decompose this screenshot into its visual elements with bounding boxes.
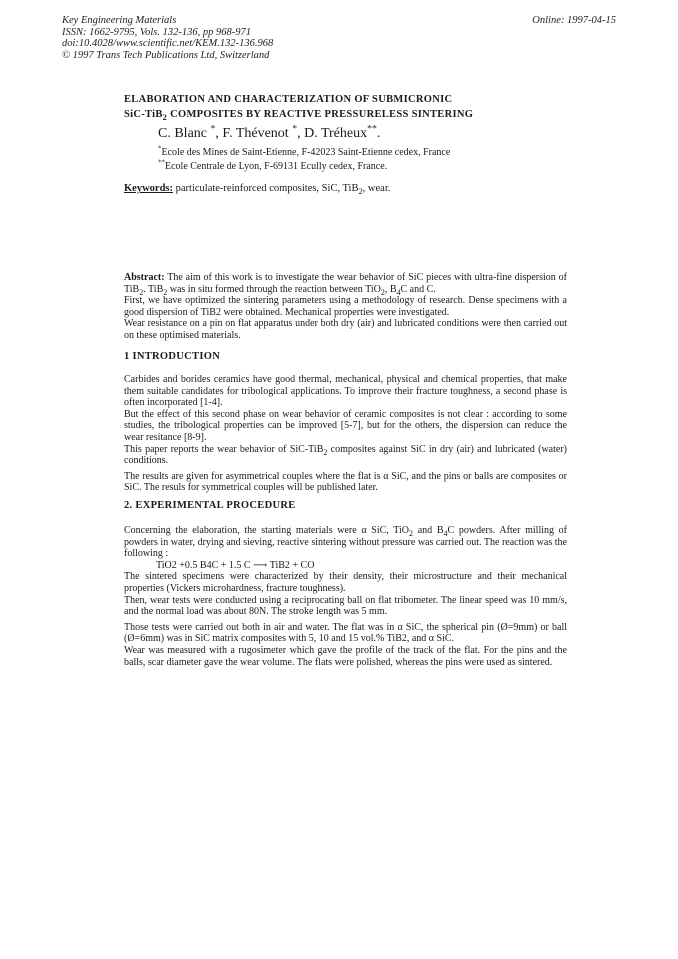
method-para-4: Those tests were carried out both in air and water. The flat was in α SiC, the spherical pin (Ø=9mm) or ball (Ø=6mm) was in SiC matrix composites with 5, 10 and 15 vol.% TiB2, and α SiC. — [124, 621, 567, 645]
intro-para-1: Carbides and borides ceramics have good thermal, mechanical, physical and chemical properties, that make them suitable candidates for tribological applications. To improve their fracture toughness, a second phase is often incorporated [1-4]. — [124, 374, 567, 409]
keywords: Keywords: particulate-reinforced composites, SiC, TiB$_2$, wear. — [124, 183, 391, 197]
section-2-body — [124, 525, 567, 668]
affiliations — [158, 146, 450, 174]
section-1-heading: 1 INTRODUCTION — [124, 351, 221, 362]
journal-header — [62, 15, 273, 61]
method-para-5: Wear was measured with a rugosimeter which gave the profile of the track of the flat. For the pins and the balls, scar diameter gave the wear volume. The flats were polished, whereas the pins were used as sintered. — [124, 644, 567, 668]
abstract-para-1: Abstract: The aim of this work is to investigate the wear behavior of SiC pieces with ultra-fine dispersion of TiB$_2$. TiB$_2$ was in situ formed through the reaction between TiO$_2$, $B_4C$ and C. — [124, 272, 567, 297]
section-2-heading: 2. EXPERIMENTAL PROCEDURE — [124, 500, 296, 511]
journal-name: Key Engineering Materials — [62, 15, 177, 26]
doi-line: doi:10.4028/www.scientific.net/KEM.132-136.968 — [62, 38, 274, 49]
intro-para-2: But the effect of this second phase on wear behavior of ceramic composites is not clear : according to some studies, the tribological properties can be improved [5-7], but for the others, the dispersion can reduce the wear resitance [8-9]. — [124, 408, 567, 443]
copyright-line: © 1997 Trans Tech Publications Ltd, Switzerland — [62, 49, 270, 61]
intro-para-4: The results are given for asymmetrical couples where the flat is α SiC, and the pins or balls are composites or SiC. The resuls for symmetrical couples will be published later. — [124, 470, 567, 494]
title-line-2: SiC-TiB$_2$ COMPOSITES BY REACTIVE PRESSURELESS SINTERING — [124, 109, 474, 123]
author-list: C. Blanc *, F. Thévenot *, D. Tréheux**. — [158, 123, 381, 141]
affiliation-1: *Ecole des Mines de Saint-Etienne, F-42023 Saint-Etienne cedex, France — [158, 144, 451, 158]
method-para-2: The sintered specimens were characterized by their density, their microstructure and their mechanical properties (Vickers microhardness, fracture toughness). — [124, 571, 567, 594]
abstract-para-3: Wear resistance on a pin on flat apparatus under both dry (air) and lubricated conditions were then carried out on these optimised materials. — [124, 318, 567, 341]
method-para-3: Then, wear tests were conducted using a reciprocating ball on flat tribometer. The linear speed was 10 mm/s, and the normal load was about 80N. The stroke length was 5 mm. — [124, 594, 567, 618]
issn-line: ISSN: 1662-9795, Vols. 132-136, pp 968-971 — [62, 26, 251, 38]
affiliation-2: **Ecole Centrale de Lyon, F-69131 Ecully cedex, France. — [158, 158, 388, 172]
paper-title — [124, 92, 473, 122]
title-line-1: ELABORATION AND CHARACTERIZATION OF SUBMICRONIC — [124, 94, 453, 105]
intro-para-3: This paper reports the wear behavior of SiC-TiB$_2$ composites against SiC in dry (air) and lubricated (water) conditions. — [124, 443, 567, 467]
online-date: Online: 1997-04-15 — [532, 15, 616, 26]
section-1-body — [124, 374, 567, 494]
reaction-equation: TiO2 +0.5 B4C + 1.5 C ⟶ TiB2 + CO — [156, 559, 315, 571]
method-para-1: Concerning the elaboration, the starting materials were α SiC, TiO$_2$ and $B_4C$ powders. After milling of powders in water, drying and sieving, reactive sintering without pressure was carried out. The reaction was the following : — [124, 525, 568, 560]
abstract — [124, 272, 567, 342]
abstract-para-2: First, we have optimized the sintering parameters using a methodology of research. Dense specimens with a good dispersion of TiB2 were obtained. Mechanical properties were investigated. — [124, 295, 567, 318]
